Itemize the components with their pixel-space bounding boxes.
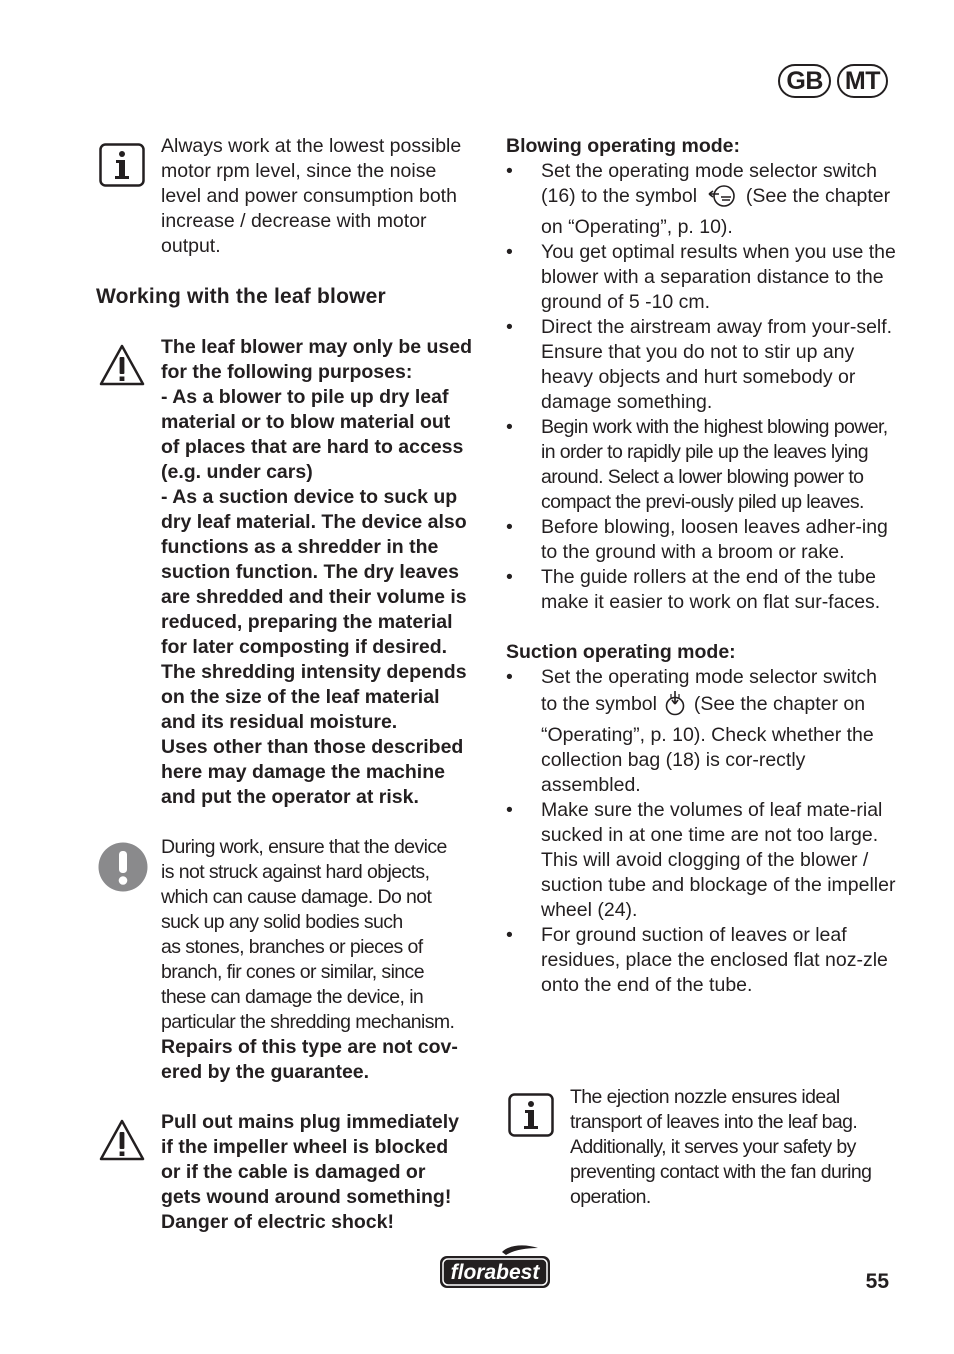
list-item: • Set the operating mode selector switch to the symbol (See the chapter on “Operating”, p. 10). Check whether the collection bag (18) is cor-rectly assembled. [506,665,898,798]
info-icon [99,143,145,194]
list-item: • Set the operating mode selector switch (16) to the symbol (See the chapter on “Operating”, p. 10). [506,159,898,240]
caution-hard-objects: During work, ensure that the device is not struck against hard objects, which can cause damage. Do not suck up any solid bodies such as stones, branches or pieces of branch, fir cones or similar, since these can damage the device, in particular the shredding mechanism. Repairs of this type are not cov- ered by the guarantee. [161,836,458,1083]
list-item: • For ground suction of leaves or leaf residues, place the enclosed flat noz-zle onto the end of the tube. [506,923,898,998]
info-note-ejection-nozzle: The ejection nozzle ensures ideal transport of leaves into the leaf bag. Additionally, it serves your safety by preventing contact with the fan during operation. [570,1086,872,1208]
warning-intended-use: The leaf blower may only be used for the following purposes: - As a blower to pile up dry leaf material or to blow material out of places that are hard to access (e.g. under cars) - As a suction device to suck up dry leaf material. The device also functions as a shredder in the suction function. The dry leaves are shredded and their volume is reduced, preparing the material for later composting if desired. The shredding intensity depends on the size of the leaf material and its residual moisture. Uses other than those described here may damage the machine and put the operator at risk. [161,336,473,808]
language-badges [778,64,888,98]
suction-mode-symbol-icon [664,690,686,723]
list-item: • Begin work with the highest blowing power, in order to rapidly pile up the leaves lying around. Select a lower blowing power to compact the previ-ously piled up leaves. [506,415,898,515]
info-note-rpm: Always work at the lowest possible motor rpm level, since the noise level and power consumption both increase / decrease with motor output. [161,135,462,257]
lang-badge-gb: GB [778,64,831,98]
blowing-mode-list [506,159,898,615]
info-icon [508,1093,554,1144]
warning-triangle-icon [98,343,146,394]
list-item: • The guide rollers at the end of the tube make it easier to work on flat sur-faces. [506,565,898,615]
list-item: • Make sure the volumes of leaf mate-rial sucked in at one time are not too large. This will avoid clogging of the blower / suction tube and blockage of the impeller wheel (24). [506,798,898,923]
section-heading: Working with the leaf blower [96,285,386,308]
page-number: 55 [865,1270,889,1293]
warning-electric-shock: Pull out mains plug immediately if the impeller wheel is blocked or if the cable is damaged or gets wound around something! Danger of electric shock! [161,1111,459,1233]
caution-exclamation-icon [98,842,148,899]
warning-triangle-icon [98,1118,146,1169]
brand-logo-text: florabest [450,1261,540,1284]
brand-logo [438,1244,552,1299]
list-item: • You get optimal results when you use the blower with a separation distance to the ground of 5 -10 cm. [506,240,898,315]
list-item: • Direct the airstream away from your-self. Ensure that you do not to stir up any heavy objects and hurt somebody or damage something. [506,315,898,415]
blowing-mode-symbol-icon [707,184,737,215]
suction-mode-heading: Suction operating mode: [506,641,736,663]
lang-badge-mt: MT [837,64,888,98]
right-column [506,134,898,998]
suction-mode-list [506,665,898,998]
list-item: • Before blowing, loosen leaves adher-ing to the ground with a broom or rake. [506,515,898,565]
blowing-mode-heading: Blowing operating mode: [506,135,740,157]
